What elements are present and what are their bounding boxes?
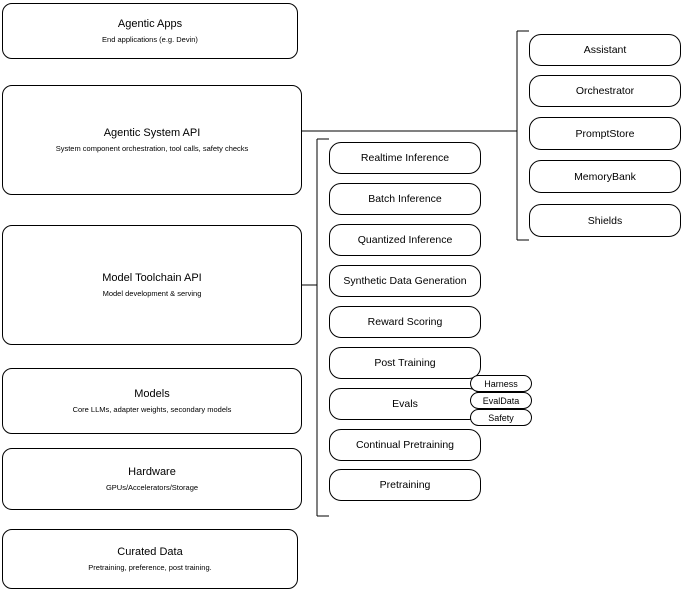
layer-title: Agentic System API [103,127,201,139]
component-safety[interactable] [470,409,532,426]
component-label: Pretraining [379,479,431,491]
component-label: MemoryBank [574,170,636,183]
component-realtime-inference[interactable] [329,142,481,174]
component-quantized-inference[interactable] [329,224,481,256]
component-label: Continual Pretraining [355,439,455,451]
component-assistant[interactable] [529,34,681,66]
layer-agentic-system-api[interactable] [2,85,302,195]
layer-curated-data[interactable] [2,529,298,589]
component-promptstore[interactable] [529,117,681,150]
layer-subtitle: Model development & serving [102,289,202,298]
component-pretraining[interactable] [329,469,481,501]
component-shields[interactable] [529,204,681,237]
layer-hardware[interactable] [2,448,302,510]
component-label: Assistant [583,44,627,56]
component-post-training[interactable] [329,347,481,379]
layer-subtitle: System component orchestration, tool calls, safety checks [55,144,249,153]
layer-title: Agentic Apps [117,18,183,30]
layer-subtitle: Core LLMs, adapter weights, secondary models [72,405,232,414]
layer-title: Models [134,388,170,400]
layer-subtitle: End applications (e.g. Devin) [102,35,198,44]
component-orchestrator[interactable] [529,75,681,107]
component-label: Orchestrator [575,85,635,97]
component-batch-inference[interactable] [329,183,481,215]
layer-models[interactable] [2,368,302,434]
component-label: Safety [488,412,514,423]
component-label: Harness [484,378,518,389]
component-label: Reward Scoring [367,316,443,328]
component-reward-scoring[interactable] [329,306,481,338]
layer-model-toolchain-api[interactable] [2,225,302,345]
layer-title: Model Toolchain API [102,272,202,284]
layer-subtitle: Pretraining, preference, post training. [88,563,212,572]
component-label: Realtime Inference [360,152,450,164]
component-label: Batch Inference [368,193,442,205]
component-continual-pretraining[interactable] [329,429,481,461]
component-label: Synthetic Data Generation [343,275,467,287]
layer-title: Hardware [128,466,176,478]
layer-title: Curated Data [117,546,183,558]
layer-subtitle: GPUs/Accelerators/Storage [105,483,199,492]
component-label: Post Training [374,357,436,369]
component-evals[interactable] [329,388,481,420]
component-label: Evals [392,398,418,410]
component-memorybank[interactable] [529,160,681,193]
component-label: PromptStore [575,127,635,140]
component-label: EvalData [482,395,520,406]
component-evaldata[interactable] [470,392,532,409]
component-label: Shields [587,214,623,227]
component-harness[interactable] [470,375,532,392]
component-label: Quantized Inference [357,234,453,246]
component-synthetic-data-generation[interactable] [329,265,481,297]
layer-agentic-apps[interactable] [2,3,298,59]
